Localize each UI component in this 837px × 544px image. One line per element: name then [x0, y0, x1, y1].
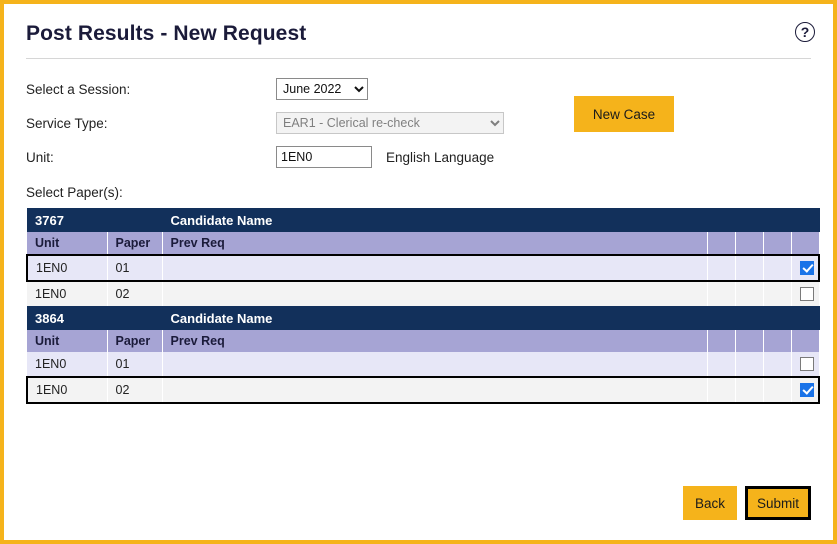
row-paper: 02: [107, 281, 162, 306]
row-spacer: [735, 255, 763, 281]
row-paper: 01: [107, 255, 162, 281]
row-checkbox-cell[interactable]: [791, 377, 819, 403]
column-header-unit: Unit: [27, 330, 107, 352]
help-icon[interactable]: ?: [795, 22, 815, 42]
candidate-header-spacer: [763, 208, 791, 232]
service-type-select[interactable]: [276, 112, 504, 134]
row-select-checkbox[interactable]: [800, 383, 814, 397]
candidate-header-spacer: [791, 306, 819, 330]
candidate-number: 3864: [27, 306, 162, 330]
row-select-checkbox[interactable]: [800, 287, 814, 301]
service-type-row: [26, 109, 811, 137]
row-select-checkbox[interactable]: [800, 261, 814, 275]
row-spacer: [735, 352, 763, 377]
row-spacer: [763, 255, 791, 281]
column-header-row: [27, 232, 819, 255]
row-spacer: [707, 352, 735, 377]
unit-label: Unit:: [26, 149, 54, 165]
column-header-spacer: [791, 232, 819, 255]
column-header-spacer: [735, 330, 763, 352]
candidate-name-header: Candidate Name: [162, 306, 707, 330]
row-prev-req: [162, 281, 707, 306]
candidate-name-header: Candidate Name: [162, 208, 707, 232]
column-header-paper: Paper: [107, 232, 162, 255]
unit-description: English Language: [386, 149, 495, 165]
request-form: [26, 75, 811, 171]
column-header-spacer: [735, 232, 763, 255]
table-row[interactable]: [27, 352, 819, 377]
new-case-button[interactable]: New Case: [574, 96, 674, 132]
row-spacer: [763, 281, 791, 306]
column-header-row: [27, 330, 819, 352]
row-checkbox-cell[interactable]: [791, 281, 819, 306]
row-checkbox-cell[interactable]: [791, 255, 819, 281]
row-prev-req: [162, 377, 707, 403]
candidate-header-spacer: [707, 208, 735, 232]
page-title: Post Results - New Request: [26, 22, 307, 45]
candidate-header-spacer: [735, 208, 763, 232]
row-unit: 1EN0: [27, 352, 107, 377]
session-label: Select a Session:: [26, 81, 131, 97]
row-spacer: [763, 377, 791, 403]
page-content: [4, 4, 833, 540]
row-prev-req: [162, 352, 707, 377]
row-unit: 1EN0: [27, 255, 107, 281]
row-paper: 02: [107, 377, 162, 403]
unit-input[interactable]: [276, 146, 372, 168]
column-header-paper: Paper: [107, 330, 162, 352]
column-header-unit: Unit: [27, 232, 107, 255]
back-button[interactable]: Back: [683, 486, 737, 520]
header-divider: [26, 58, 811, 59]
row-unit: 1EN0: [27, 377, 107, 403]
column-header-prev-req: Prev Req: [162, 330, 707, 352]
row-paper: 01: [107, 352, 162, 377]
select-papers-label: Select Paper(s):: [26, 185, 123, 200]
unit-row: [26, 143, 811, 171]
table-row[interactable]: [27, 255, 819, 281]
row-spacer: [735, 377, 763, 403]
row-spacer: [707, 255, 735, 281]
column-header-spacer: [763, 330, 791, 352]
candidate-header-row: [27, 306, 819, 330]
papers-table: [26, 208, 820, 404]
row-prev-req: [162, 255, 707, 281]
row-unit: 1EN0: [27, 281, 107, 306]
session-row: [26, 75, 811, 103]
candidate-header-spacer: [763, 306, 791, 330]
table-row[interactable]: [27, 281, 819, 306]
row-spacer: [763, 352, 791, 377]
row-select-checkbox[interactable]: [800, 357, 814, 371]
service-type-label: Service Type:: [26, 115, 108, 131]
candidate-header-row: [27, 208, 819, 232]
column-header-spacer: [763, 232, 791, 255]
column-header-spacer: [707, 232, 735, 255]
candidate-header-spacer: [791, 208, 819, 232]
candidate-number: 3767: [27, 208, 162, 232]
column-header-prev-req: Prev Req: [162, 232, 707, 255]
row-spacer: [735, 281, 763, 306]
row-spacer: [707, 281, 735, 306]
candidate-header-spacer: [735, 306, 763, 330]
column-header-spacer: [707, 330, 735, 352]
submit-button[interactable]: Submit: [745, 486, 811, 520]
session-select[interactable]: [276, 78, 368, 100]
row-checkbox-cell[interactable]: [791, 352, 819, 377]
table-row[interactable]: [27, 377, 819, 403]
footer-actions: [683, 486, 811, 520]
candidate-header-spacer: [707, 306, 735, 330]
row-spacer: [707, 377, 735, 403]
column-header-spacer: [791, 330, 819, 352]
